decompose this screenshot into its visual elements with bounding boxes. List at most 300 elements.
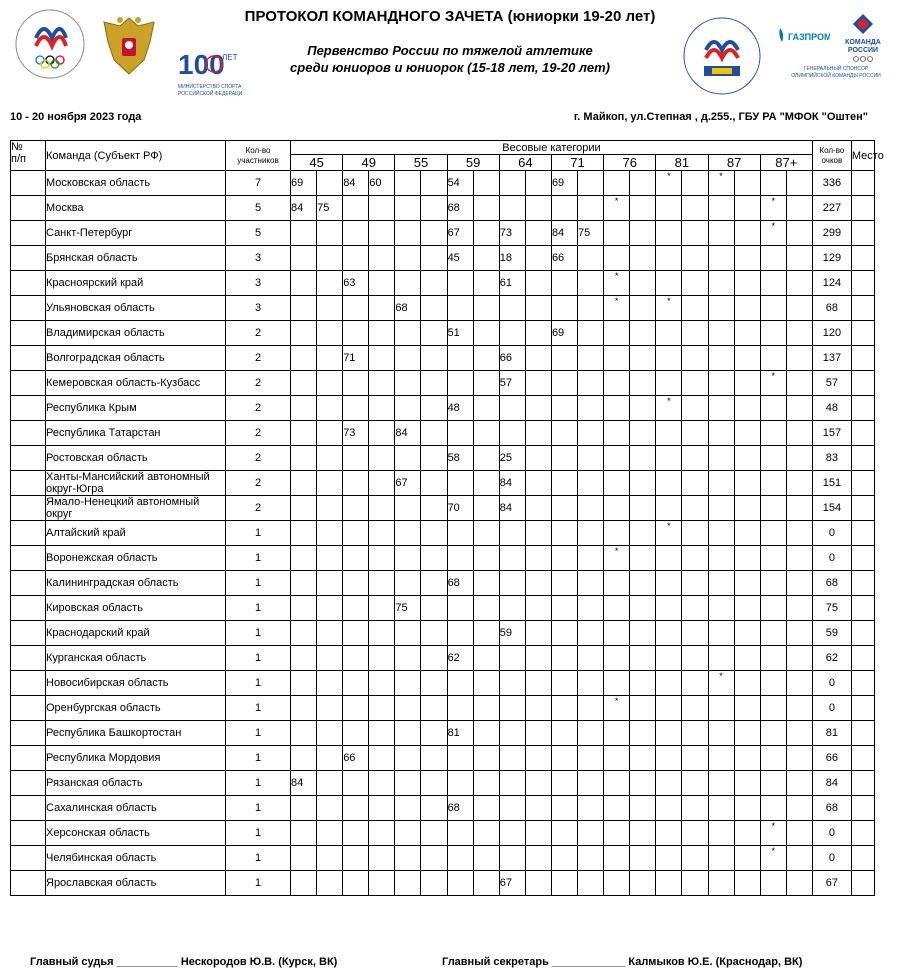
score-cell xyxy=(551,771,577,796)
table-row xyxy=(11,296,875,321)
score-cell xyxy=(551,196,577,221)
weight-category-header: 55 xyxy=(395,155,447,171)
score-cell: * xyxy=(656,171,682,196)
score-cell xyxy=(291,646,317,671)
place-cell xyxy=(851,421,874,446)
score-cell xyxy=(343,846,369,871)
score-cell xyxy=(421,496,447,521)
table-row xyxy=(11,246,875,271)
total-points: 0 xyxy=(812,821,851,846)
score-cell xyxy=(291,721,317,746)
score-cell: * xyxy=(656,296,682,321)
score-cell: * xyxy=(604,696,630,721)
event-date: 10 - 20 ноября 2023 года xyxy=(10,111,142,123)
score-cell xyxy=(786,171,812,196)
score-cell xyxy=(395,621,421,646)
score-cell xyxy=(499,321,525,346)
score-cell xyxy=(708,321,734,346)
score-cell xyxy=(369,221,395,246)
score-cell xyxy=(317,271,343,296)
score-cell xyxy=(734,621,760,646)
score-cell xyxy=(395,521,421,546)
score-cell xyxy=(525,646,551,671)
score-cell xyxy=(656,246,682,271)
score-cell xyxy=(473,571,499,596)
score-cell xyxy=(291,546,317,571)
score-cell xyxy=(786,471,812,496)
score-cell xyxy=(604,846,630,871)
score-cell xyxy=(395,671,421,696)
team-name: Красноярский край xyxy=(46,271,226,296)
score-cell xyxy=(395,546,421,571)
score-cell xyxy=(525,496,551,521)
header-points: Кол-во очков xyxy=(812,141,851,171)
table-row xyxy=(11,796,875,821)
place-cell xyxy=(851,271,874,296)
score-cell xyxy=(760,771,786,796)
place-cell xyxy=(851,846,874,871)
score-cell xyxy=(551,596,577,621)
weight-category-header: 76 xyxy=(604,155,656,171)
score-cell: 69 xyxy=(551,321,577,346)
score-cell xyxy=(786,371,812,396)
competition-subtitle: Первенство России по тяжелой атлетике среди юниоров и юниорок (15-18 лет, 19-20 лет) xyxy=(290,43,610,75)
score-cell xyxy=(343,821,369,846)
header-weight-categories: Весовые категории xyxy=(291,141,813,155)
place-cell xyxy=(851,821,874,846)
table-row xyxy=(11,846,875,871)
score-cell xyxy=(760,396,786,421)
score-cell xyxy=(682,771,708,796)
score-cell xyxy=(473,546,499,571)
score-cell xyxy=(708,821,734,846)
score-cell xyxy=(525,696,551,721)
score-cell xyxy=(343,521,369,546)
score-cell xyxy=(630,521,656,546)
participant-count: 1 xyxy=(226,546,291,571)
score-cell xyxy=(499,421,525,446)
table-row xyxy=(11,471,875,496)
score-cell: 18 xyxy=(499,246,525,271)
table-row xyxy=(11,221,875,246)
score-cell xyxy=(499,571,525,596)
score-cell xyxy=(473,446,499,471)
score-cell xyxy=(682,721,708,746)
team-name: Рязанская область xyxy=(46,771,226,796)
participant-count: 3 xyxy=(226,246,291,271)
weight-category-header: 49 xyxy=(343,155,395,171)
score-cell: 75 xyxy=(578,221,604,246)
score-cell xyxy=(786,346,812,371)
score-cell xyxy=(343,321,369,346)
score-cell xyxy=(786,621,812,646)
row-number-cell xyxy=(11,846,46,871)
score-cell xyxy=(447,746,473,771)
score-cell xyxy=(551,521,577,546)
score-cell xyxy=(760,296,786,321)
score-cell xyxy=(682,496,708,521)
score-cell xyxy=(578,571,604,596)
score-cell xyxy=(421,646,447,671)
score-cell xyxy=(734,271,760,296)
row-number-cell xyxy=(11,446,46,471)
score-cell xyxy=(473,171,499,196)
score-cell xyxy=(369,246,395,271)
score-cell xyxy=(734,371,760,396)
score-cell xyxy=(499,521,525,546)
score-cell xyxy=(682,796,708,821)
total-points: 227 xyxy=(812,196,851,221)
score-cell xyxy=(421,821,447,846)
weight-category-header: 59 xyxy=(447,155,499,171)
total-points: 48 xyxy=(812,396,851,421)
score-cell xyxy=(604,496,630,521)
score-cell xyxy=(447,846,473,871)
score-cell xyxy=(343,471,369,496)
score-cell xyxy=(578,771,604,796)
score-cell: 48 xyxy=(447,396,473,421)
score-cell xyxy=(473,646,499,671)
place-cell xyxy=(851,296,874,321)
score-cell xyxy=(734,796,760,821)
score-cell xyxy=(656,346,682,371)
score-cell: * xyxy=(656,396,682,421)
participant-count: 1 xyxy=(226,771,291,796)
score-cell xyxy=(760,496,786,521)
score-cell xyxy=(656,771,682,796)
table-row xyxy=(11,421,875,446)
score-cell: * xyxy=(604,296,630,321)
score-cell xyxy=(786,521,812,546)
score-cell xyxy=(317,396,343,421)
score-cell xyxy=(760,871,786,896)
score-cell xyxy=(578,596,604,621)
score-cell: 84 xyxy=(291,771,317,796)
score-cell xyxy=(786,496,812,521)
score-cell xyxy=(395,871,421,896)
score-cell: * xyxy=(604,196,630,221)
row-number-cell xyxy=(11,571,46,596)
score-cell xyxy=(525,321,551,346)
row-number-cell xyxy=(11,471,46,496)
score-cell xyxy=(291,471,317,496)
svg-text:ЛЕТ: ЛЕТ xyxy=(222,53,238,62)
table-row xyxy=(11,196,875,221)
score-cell xyxy=(630,271,656,296)
participant-count: 1 xyxy=(226,521,291,546)
score-cell xyxy=(630,296,656,321)
row-number-cell xyxy=(11,246,46,271)
score-cell xyxy=(604,321,630,346)
team-name: Москва xyxy=(46,196,226,221)
team-name: Курганская область xyxy=(46,646,226,671)
score-cell xyxy=(525,796,551,821)
score-cell xyxy=(760,546,786,571)
score-cell xyxy=(447,271,473,296)
score-cell xyxy=(656,821,682,846)
score-cell xyxy=(708,696,734,721)
score-cell xyxy=(473,521,499,546)
participant-count: 1 xyxy=(226,621,291,646)
score-cell xyxy=(473,846,499,871)
score-cell xyxy=(343,871,369,896)
score-cell: 66 xyxy=(551,246,577,271)
score-cell: 75 xyxy=(395,596,421,621)
score-cell xyxy=(525,346,551,371)
participant-count: 1 xyxy=(226,796,291,821)
score-cell xyxy=(734,246,760,271)
score-cell xyxy=(525,196,551,221)
team-russia-logo xyxy=(836,12,890,64)
score-cell xyxy=(656,646,682,671)
score-cell xyxy=(708,296,734,321)
score-cell xyxy=(708,646,734,671)
score-cell: * xyxy=(760,196,786,221)
score-cell xyxy=(421,871,447,896)
score-cell xyxy=(395,346,421,371)
score-cell xyxy=(421,571,447,596)
score-cell xyxy=(630,421,656,446)
score-cell xyxy=(317,346,343,371)
total-points: 68 xyxy=(812,296,851,321)
row-number-cell xyxy=(11,496,46,521)
score-cell xyxy=(760,646,786,671)
score-cell xyxy=(317,421,343,446)
table-row xyxy=(11,571,875,596)
score-cell xyxy=(786,796,812,821)
score-cell xyxy=(786,246,812,271)
participant-count: 2 xyxy=(226,396,291,421)
score-cell xyxy=(525,596,551,621)
score-cell xyxy=(604,421,630,446)
score-cell: 84 xyxy=(499,496,525,521)
score-cell xyxy=(291,796,317,821)
score-cell xyxy=(734,746,760,771)
header-participants: Кол-во участников xyxy=(226,141,291,171)
score-cell xyxy=(473,671,499,696)
team-name: Херсонская область xyxy=(46,821,226,846)
table-row xyxy=(11,446,875,471)
place-cell xyxy=(851,646,874,671)
score-cell xyxy=(578,846,604,871)
row-number-cell xyxy=(11,721,46,746)
participant-count: 1 xyxy=(226,746,291,771)
score-cell xyxy=(604,446,630,471)
team-name: Новосибирская область xyxy=(46,671,226,696)
place-cell xyxy=(851,171,874,196)
score-cell xyxy=(499,546,525,571)
total-points: 137 xyxy=(812,346,851,371)
score-cell xyxy=(630,771,656,796)
score-cell xyxy=(525,846,551,871)
score-cell xyxy=(734,196,760,221)
team-name: Республика Татарстан xyxy=(46,421,226,446)
place-cell xyxy=(851,346,874,371)
score-cell: 66 xyxy=(343,746,369,771)
score-cell: 84 xyxy=(395,421,421,446)
score-cell xyxy=(421,196,447,221)
score-cell xyxy=(604,871,630,896)
score-cell xyxy=(499,821,525,846)
score-cell xyxy=(760,246,786,271)
team-name: Республика Мордовия xyxy=(46,746,226,771)
score-cell xyxy=(760,596,786,621)
row-number-cell xyxy=(11,296,46,321)
row-number-cell xyxy=(11,221,46,246)
score-cell xyxy=(734,771,760,796)
score-cell xyxy=(656,196,682,221)
total-points: 336 xyxy=(812,171,851,196)
score-cell: 63 xyxy=(343,271,369,296)
score-cell xyxy=(499,296,525,321)
score-cell xyxy=(604,346,630,371)
score-cell xyxy=(317,721,343,746)
score-cell xyxy=(656,871,682,896)
place-cell xyxy=(851,696,874,721)
score-cell xyxy=(447,371,473,396)
header-number: № п/п xyxy=(11,141,46,171)
score-cell xyxy=(604,771,630,796)
score-cell xyxy=(551,546,577,571)
score-cell xyxy=(786,746,812,771)
score-cell xyxy=(369,521,395,546)
team-name: Кировская область xyxy=(46,596,226,621)
score-cell xyxy=(578,296,604,321)
score-cell xyxy=(291,396,317,421)
score-cell xyxy=(369,721,395,746)
score-cell xyxy=(447,471,473,496)
score-cell xyxy=(499,396,525,421)
team-name: Сахалинская область xyxy=(46,796,226,821)
score-cell xyxy=(525,721,551,746)
score-cell xyxy=(786,646,812,671)
score-cell xyxy=(369,296,395,321)
score-cell xyxy=(317,171,343,196)
score-cell xyxy=(656,221,682,246)
team-name: Ульяновская область xyxy=(46,296,226,321)
team-name: Московская область xyxy=(46,171,226,196)
table-row xyxy=(11,546,875,571)
score-cell xyxy=(499,796,525,821)
score-cell xyxy=(604,821,630,846)
score-cell xyxy=(551,296,577,321)
score-cell xyxy=(525,546,551,571)
team-name: Челябинская область xyxy=(46,846,226,871)
score-cell xyxy=(317,871,343,896)
table-row xyxy=(11,496,875,521)
score-cell xyxy=(499,196,525,221)
score-cell xyxy=(786,271,812,296)
score-cell xyxy=(343,196,369,221)
score-cell xyxy=(447,621,473,646)
score-cell xyxy=(369,271,395,296)
score-cell xyxy=(708,371,734,396)
score-cell xyxy=(317,521,343,546)
score-cell xyxy=(604,396,630,421)
participant-count: 3 xyxy=(226,271,291,296)
score-cell xyxy=(682,446,708,471)
score-cell xyxy=(369,371,395,396)
score-cell xyxy=(421,246,447,271)
score-cell xyxy=(708,521,734,546)
score-cell xyxy=(656,571,682,596)
score-cell xyxy=(578,546,604,571)
score-cell: 69 xyxy=(551,171,577,196)
total-points: 68 xyxy=(812,571,851,596)
score-cell xyxy=(578,171,604,196)
score-cell xyxy=(369,396,395,421)
score-cell xyxy=(291,746,317,771)
score-cell xyxy=(473,321,499,346)
score-cell xyxy=(604,471,630,496)
team-name: Брянская область xyxy=(46,246,226,271)
ministry-sport-logo xyxy=(176,44,242,100)
score-cell xyxy=(473,471,499,496)
score-cell xyxy=(421,271,447,296)
row-number-cell xyxy=(11,521,46,546)
score-cell: 84 xyxy=(291,196,317,221)
participant-count: 1 xyxy=(226,571,291,596)
score-cell xyxy=(630,796,656,821)
score-cell xyxy=(682,546,708,571)
score-cell xyxy=(317,796,343,821)
table-row xyxy=(11,171,875,196)
score-cell xyxy=(630,471,656,496)
score-cell xyxy=(343,546,369,571)
score-cell xyxy=(578,321,604,346)
score-cell xyxy=(317,446,343,471)
score-cell xyxy=(786,546,812,571)
total-points: 129 xyxy=(812,246,851,271)
table-row xyxy=(11,771,875,796)
table-row xyxy=(11,371,875,396)
score-cell xyxy=(551,346,577,371)
score-cell xyxy=(369,771,395,796)
team-name: Калининградская область xyxy=(46,571,226,596)
row-number-cell xyxy=(11,796,46,821)
participant-count: 3 xyxy=(226,296,291,321)
score-cell xyxy=(447,521,473,546)
score-cell xyxy=(630,371,656,396)
score-cell xyxy=(578,521,604,546)
row-number-cell xyxy=(11,746,46,771)
score-cell xyxy=(708,221,734,246)
score-cell xyxy=(525,571,551,596)
score-cell xyxy=(760,746,786,771)
score-cell xyxy=(786,396,812,421)
score-cell: 84 xyxy=(551,221,577,246)
score-cell xyxy=(421,171,447,196)
place-cell xyxy=(851,246,874,271)
score-cell xyxy=(525,746,551,771)
score-cell xyxy=(656,671,682,696)
score-cell xyxy=(786,221,812,246)
participant-count: 1 xyxy=(226,696,291,721)
chief-secretary-signature: Главный секретарь ____________ Калмыков Ю.Е. (Краснодар, ВК) xyxy=(442,956,803,968)
score-cell xyxy=(291,321,317,346)
score-cell xyxy=(421,771,447,796)
score-cell xyxy=(682,221,708,246)
score-cell xyxy=(395,246,421,271)
score-cell xyxy=(734,296,760,321)
score-cell xyxy=(499,771,525,796)
score-cell xyxy=(421,671,447,696)
score-cell xyxy=(682,471,708,496)
participant-count: 2 xyxy=(226,321,291,346)
score-cell xyxy=(291,696,317,721)
score-cell xyxy=(499,696,525,721)
score-cell xyxy=(291,521,317,546)
